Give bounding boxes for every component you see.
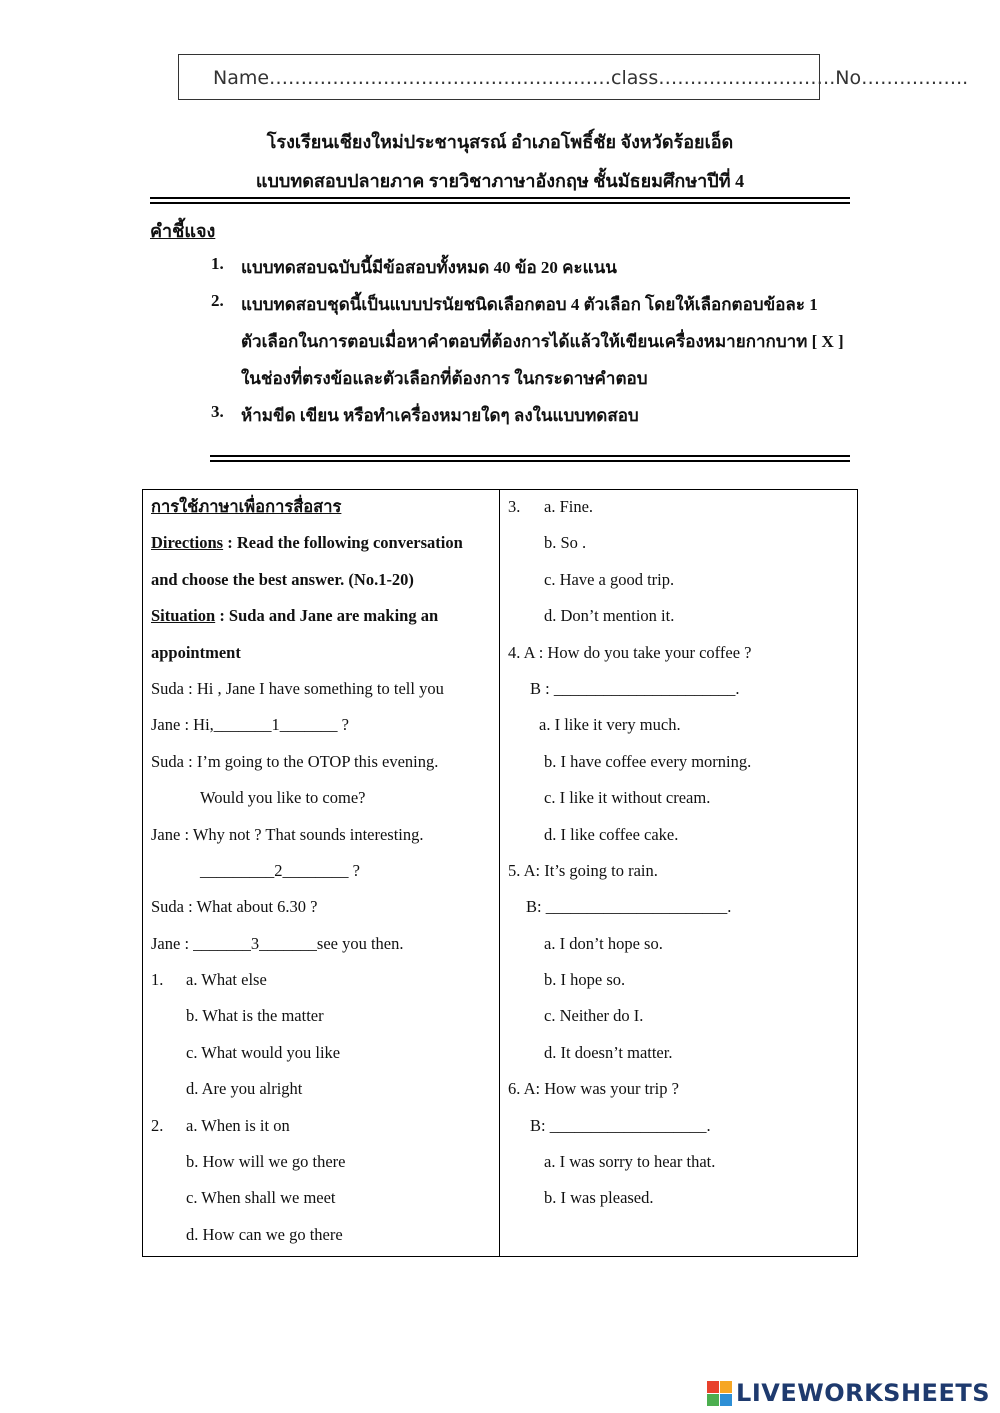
liveworksheets-logo	[707, 1378, 990, 1408]
double-rule-top	[150, 197, 850, 204]
question-3-option-b[interactable]: b. So .	[544, 533, 587, 553]
directions: Directions : Read the following conversation	[151, 533, 463, 553]
liveworksheets-logo-icon	[707, 1381, 732, 1406]
dialog-line: Would you like to come?	[200, 788, 366, 808]
dialog-line: Jane : Hi,_______1_______ ?	[151, 715, 349, 735]
question-5-option-a[interactable]: a. I don’t hope so.	[544, 933, 663, 953]
situation: Situation : Suda and Jane are making an	[151, 606, 439, 626]
question-3-option-c[interactable]: c. Have a good trip.	[544, 569, 675, 589]
dialog-line: Suda : What about 6.30 ?	[151, 897, 318, 917]
question-2-option-a[interactable]: 2. a. When is it on	[151, 1115, 290, 1135]
school-name: โรงเรียนเชียงใหม่ประชานุสรณ์ อำเภอโพธิ์ชัย จังหวัดร้อยเอ็ด	[266, 132, 734, 152]
dialog-line: Suda : Hi , Jane I have something to tell you	[151, 678, 444, 698]
right-column	[508, 489, 853, 1217]
question-6-option-a[interactable]: a. I was sorry to hear that.	[544, 1152, 716, 1172]
question-2-option-d[interactable]: d. How can we go there	[186, 1224, 343, 1244]
question-1-option-d[interactable]: d. Are you alright	[186, 1079, 303, 1099]
dialog-line: Suda : I’m going to the OTOP this evening.	[151, 751, 439, 771]
question-6-option-b[interactable]: b. I was pleased.	[544, 1188, 654, 1208]
question-4-option-d[interactable]: d. I like coffee cake.	[544, 824, 679, 844]
question-5-answer-blank: B: ______________________.	[526, 897, 732, 917]
logo-text: LIVEWORKSHEETS	[736, 1379, 990, 1407]
section-title: การใช้ภาษาเพื่อการสื่อสาร	[151, 497, 342, 516]
situation-cont: appointment	[151, 642, 241, 662]
dialog-line: Jane : Why not ? That sounds interesting.	[151, 824, 424, 844]
question-1-option-c[interactable]: c. What would you like	[186, 1042, 341, 1062]
question-6-answer-blank: B: ___________________.	[530, 1115, 711, 1135]
double-rule-bottom	[210, 455, 850, 462]
question-5-prompt: 5. A: It’s going to rain.	[508, 860, 658, 880]
directions-cont: and choose the best answer. (No.1-20)	[151, 569, 414, 589]
question-3-option-a[interactable]: 3. a. Fine.	[508, 497, 594, 516]
name-class-no-field[interactable]: Name………………………………………………class……………………….No……………..	[178, 54, 820, 100]
question-1-option-a[interactable]: 1. a. What else	[151, 970, 267, 990]
question-4-option-b[interactable]: b. I have coffee every morning.	[544, 751, 752, 771]
question-4-answer-blank: B : ______________________.	[530, 678, 740, 698]
question-5-option-b[interactable]: b. I hope so.	[544, 970, 626, 990]
exam-title: แบบทดสอบปลายภาค รายวิชาภาษาอังกฤษ ชั้นมัธยมศึกษาปีที่ 4	[255, 171, 745, 191]
instructions-heading: คำชี้แจง	[150, 221, 216, 241]
question-6-prompt: 6. A: How was your trip ?	[508, 1079, 679, 1099]
dialog-line: Jane : _______3_______see you then.	[151, 933, 404, 953]
question-2-option-b[interactable]: b. How will we go there	[186, 1152, 346, 1172]
question-1-option-b[interactable]: b. What is the matter	[186, 1006, 324, 1026]
question-4-prompt: 4. A : How do you take your coffee ?	[508, 642, 752, 662]
column-divider	[499, 489, 500, 1257]
question-4-option-c[interactable]: c. I like it without cream.	[544, 788, 711, 808]
question-5-option-c[interactable]: c. Neither do I.	[544, 1006, 644, 1026]
question-4-option-a[interactable]: a. I like it very much.	[539, 715, 681, 735]
left-column	[151, 489, 496, 1253]
question-3-option-d[interactable]: d. Don’t mention it.	[544, 606, 675, 626]
question-5-option-d[interactable]: d. It doesn’t matter.	[544, 1042, 673, 1062]
dialog-line: _________2________ ?	[200, 860, 360, 880]
question-2-option-c[interactable]: c. When shall we meet	[186, 1188, 336, 1208]
